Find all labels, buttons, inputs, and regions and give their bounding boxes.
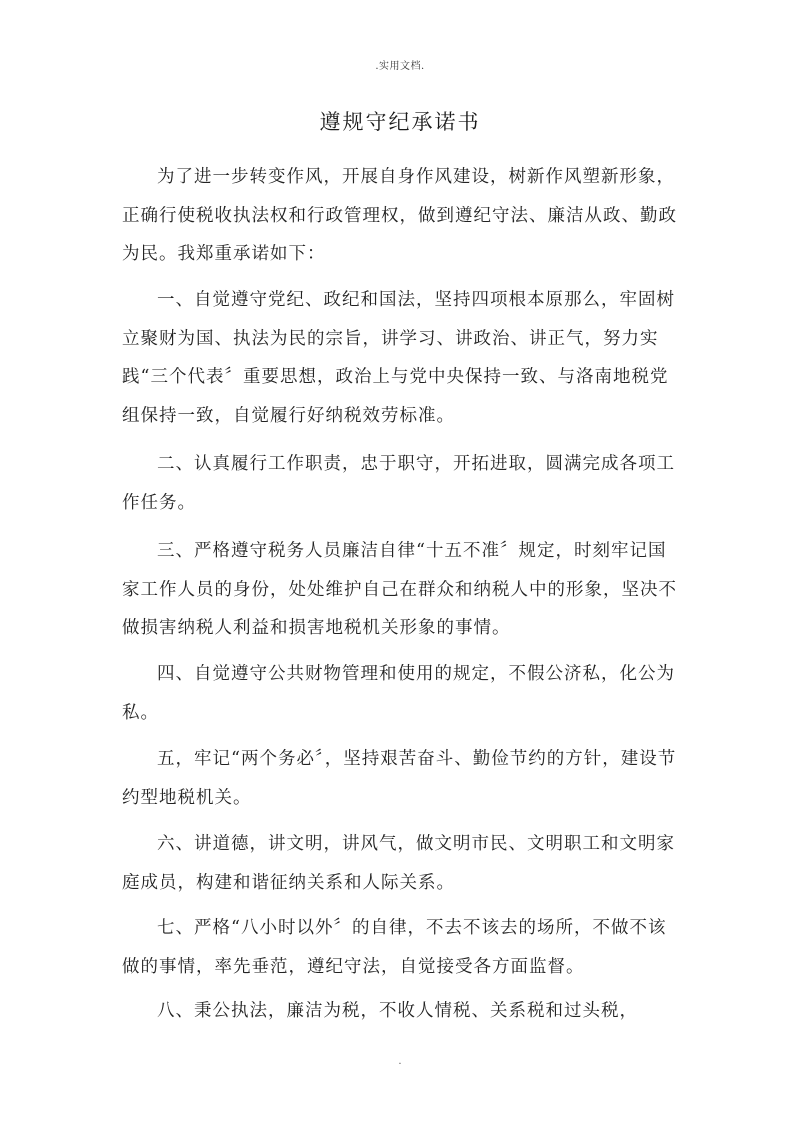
pledge-item-8: 八、秉公执法，廉洁为税，不收人情税、关系税和过头税， [157, 1001, 638, 1021]
page-footer-mark: . [398, 1056, 402, 1067]
intro-paragraph: 为了进一步转变作风，开展自身作风建设，树新作风塑新形象，正确行使税收执法权和行政管理权，做到遵纪守法、廉洁从政、勤政为民。我郑重承诺如下： [122, 167, 677, 264]
pledge-item-3: 三、严格遵守税务人员廉洁自律“十五不准〞规定，时刻牢记国家工作人员的身份，处处维护自己在群众和纳税人中的形象，坚决不做损害纳税人利益和损害地税机关形象的事情。 [122, 541, 677, 638]
pledge-item-4: 四、自觉遵守公共财物管理和使用的规定，不假公济私，化公为私。 [122, 664, 675, 723]
pledge-item-2: 二、认真履行工作职责，忠于职守，开拓进取，圆满完成各项工作任务。 [122, 454, 675, 513]
pledge-item-7: 七、严格“八小时以外〞的自律，不去不该去的场所，不做不该做的事情，率先垂范，遵纪守法，自觉接受各方面监督。 [122, 918, 667, 977]
page-header: .实用文档. [375, 61, 425, 72]
pledge-item-6: 六、讲道德，讲文明，讲风气，做文明市民、文明职工和文明家庭成员，构建和谐征纳关系和人际关系。 [122, 834, 675, 893]
pledge-item-5: 五，牢记“两个务必〞，坚持艰苦奋斗、勤俭节约的方针，建设节约型地税机关。 [122, 749, 677, 808]
document-title: 遵规守纪承诺书 [319, 110, 481, 134]
pledge-item-1: 一、自觉遵守党纪、政纪和国法，坚持四项根本原那么，牢固树立聚财为国、执法为民的宗旨，讲学习、讲政治、讲正气，努力实践“三个代表〞重要思想，政治上与党中央保持一致、与洛南地税党组保持一致，自觉履行好纳税效劳标准。 [122, 290, 675, 426]
